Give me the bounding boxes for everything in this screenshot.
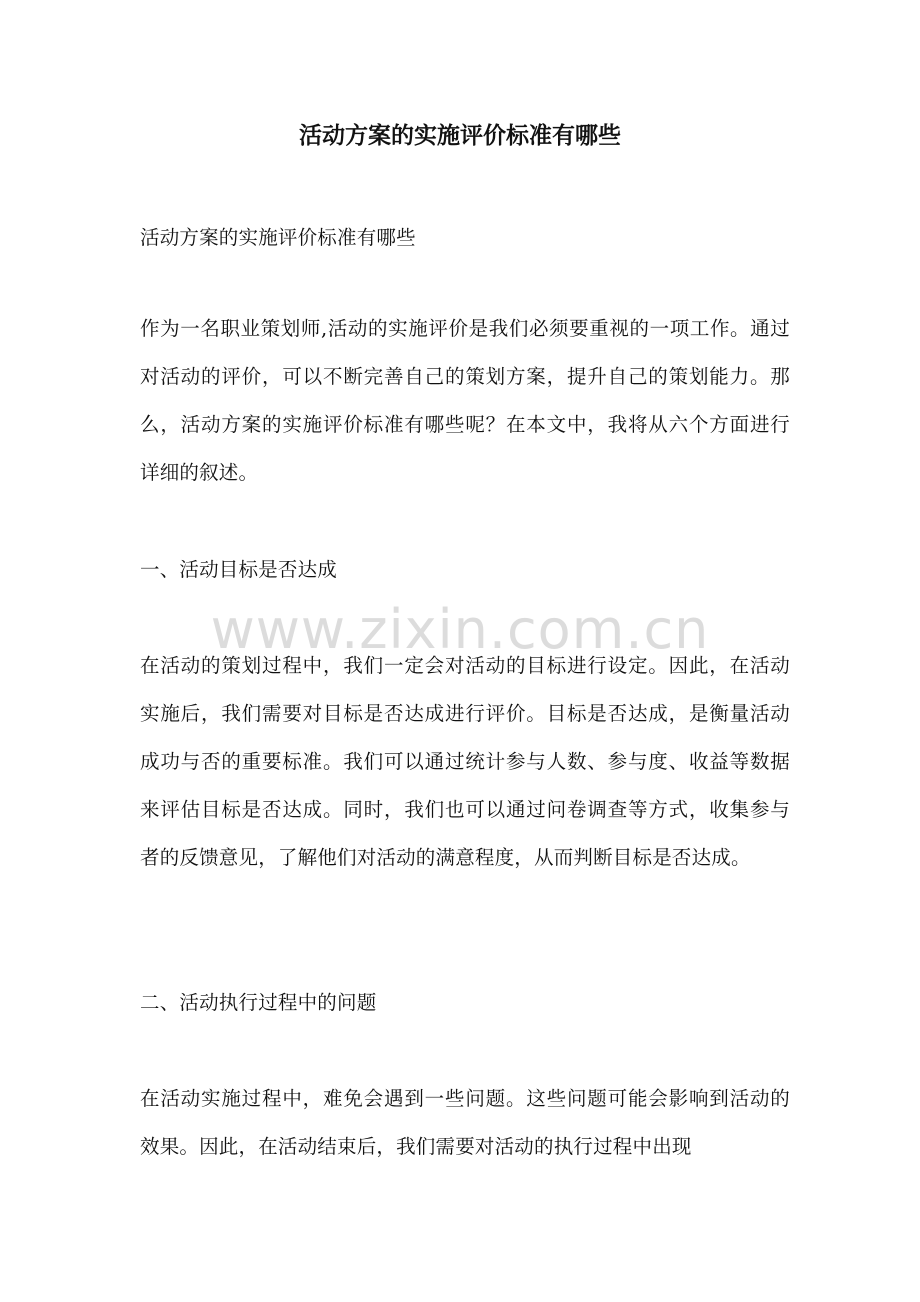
section-1-heading: 一、活动目标是否达成 [140, 558, 338, 581]
document-title: 活动方案的实施评价标准有哪些 [299, 122, 621, 149]
section-2-heading: 二、活动执行过程中的问题 [140, 991, 377, 1014]
section-1-paragraph: 在活动的策划过程中，我们一定会对活动的目标进行设定。因此，在活动实施后，我们需要对目标是否达成进行评价。目标是否达成，是衡量活动成功与否的重要标准。我们可以通过统计参与人数、参与度、收益等数据来评估目标是否达成。同时，我们也可以通过问卷调查等方式，收集参与者的反馈意见，了解他们对活动的满意程度，从而判断目标是否达成。 [140, 654, 790, 869]
document-subtitle: 活动方案的实施评价标准有哪些 [140, 226, 416, 249]
section-2-paragraph: 在活动实施过程中，难免会遇到一些问题。这些问题可能会影响到活动的效果。因此，在活动结束后，我们需要对活动的执行过程中出现 [140, 1087, 790, 1158]
watermark: www.zixin.com.cn [210, 598, 710, 661]
intro-paragraph: 作为一名职业策划师,活动的实施评价是我们必须要重视的一项工作。通过对活动的评价，可以不断完善自己的策划方案，提升自己的策划能力。那么，活动方案的实施评价标准有哪些呢？在本文中，我将从六个方面进行详细的叙述。 [140, 317, 790, 484]
